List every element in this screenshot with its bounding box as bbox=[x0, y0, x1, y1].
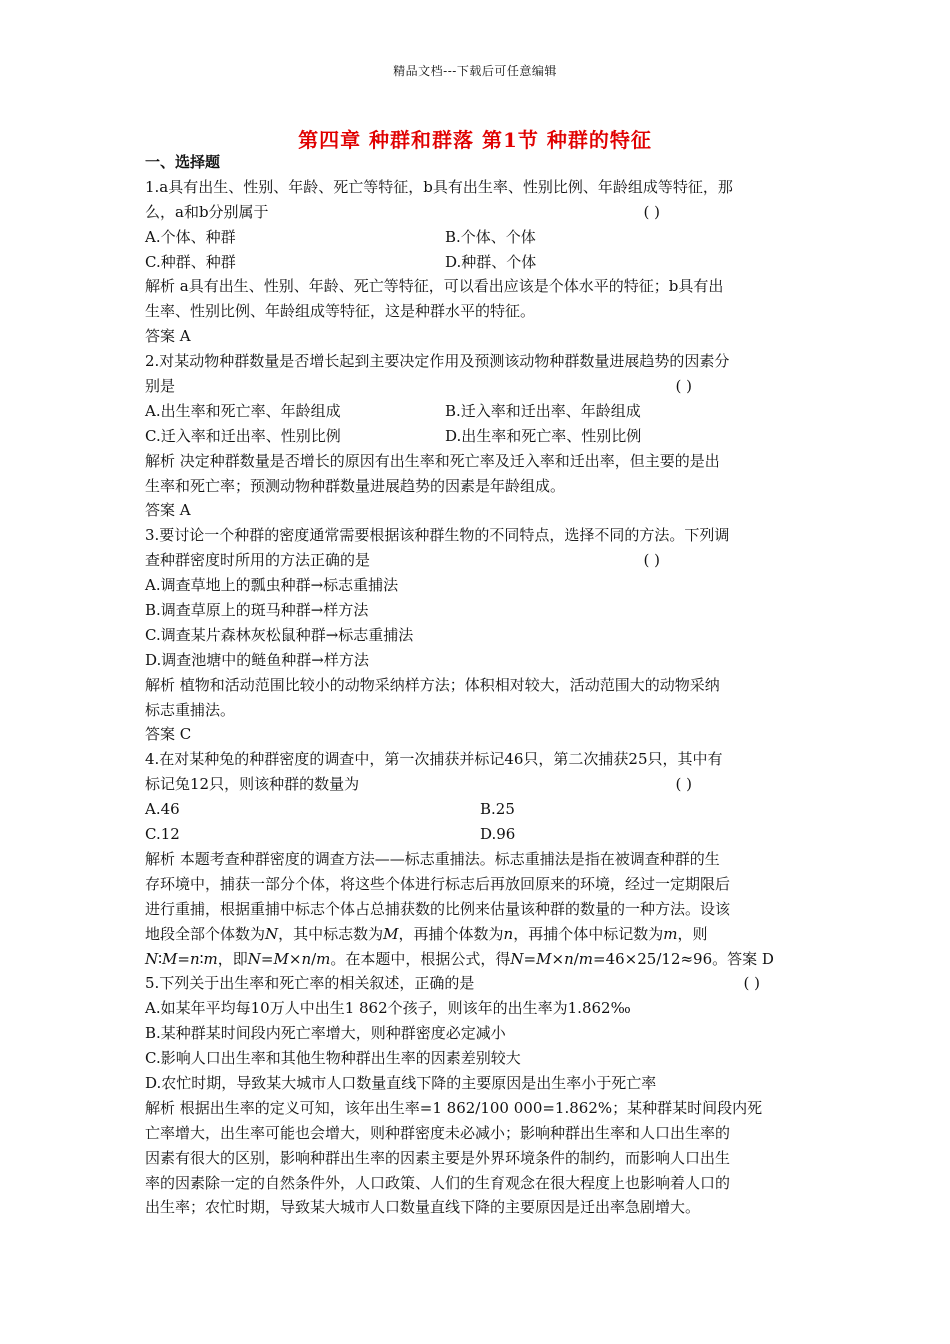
q5-explanation-2: 亡率增大，出生率可能也会增大，则种群密度未必减小；影响种群出生率和人口出生率的 bbox=[145, 1123, 731, 1142]
text-run: 地段全部个体数为 bbox=[145, 924, 266, 943]
text-run: ，则 bbox=[677, 924, 708, 943]
q5-explanation-4: 率的因素除一定的自然条件外，人口政策、人们的生育观念在很大程度上也影响着人口的 bbox=[145, 1173, 731, 1192]
q1-options-ab bbox=[145, 225, 810, 250]
q5-line1 bbox=[145, 971, 810, 996]
q5-option-b: B.某种群某时间段内死亡率增大，则种群密度必定减小 bbox=[145, 1024, 506, 1043]
var-M: M bbox=[273, 949, 289, 968]
q5-option-c: C.影响人口出生率和其他生物种群出生率的因素差别较大 bbox=[145, 1049, 521, 1068]
text-run: = bbox=[260, 949, 274, 968]
q2-option-c: C.迁入率和迁出率、性别比例 bbox=[145, 426, 341, 445]
q1-explanation-2: 生率、性别比例、年龄组成等特征，这是种群水平的特征。 bbox=[145, 302, 536, 321]
var-n: n bbox=[503, 924, 514, 943]
q1-option-b: B.个体、个体 bbox=[445, 227, 536, 246]
q3-line1: 3.要讨论一个种群的密度通常需要根据该种群生物的不同特点，选择不同的方法。下列调 bbox=[145, 526, 730, 545]
q4-option-b: B.25 bbox=[480, 800, 515, 819]
text-run: × bbox=[551, 949, 565, 968]
text-run: ，即 bbox=[217, 949, 248, 968]
q2-options-ab bbox=[145, 399, 810, 424]
q4-option-a: A.46 bbox=[145, 800, 180, 819]
q4-line1: 4.在对某种兔的种群密度的调查中，第一次捕获并标记46只，第二次捕获25只，其中有 bbox=[145, 750, 723, 769]
q4-explanation-5 bbox=[145, 947, 810, 972]
q2-option-d: D.出生率和死亡率、性别比例 bbox=[445, 426, 642, 445]
var-m: m bbox=[203, 949, 218, 968]
q3-answer: 答案 C bbox=[145, 725, 192, 744]
q3-option-a: A.调查草地上的瓢虫种群→标志重捕法 bbox=[145, 576, 399, 595]
q3-explanation-2: 标志重捕法。 bbox=[145, 700, 236, 719]
q1-option-c: C.种群、种群 bbox=[145, 252, 236, 271]
q4-option-c: C.12 bbox=[145, 825, 180, 844]
q4-explanation-4 bbox=[145, 922, 810, 947]
page-title: 第四章 种群和群落 第1节 种群的特征 bbox=[298, 128, 652, 152]
q5-explanation-5: 出生率；农忙时期，导致某大城市人口数量直线下降的主要原因是迁出率急剧增大。 bbox=[145, 1198, 701, 1217]
text-run: / bbox=[311, 949, 317, 968]
q1-line1: 1.a具有出生、性别、年龄、死亡等特征，b具有出生率、性别比例、年龄组成等特征，那 bbox=[145, 177, 733, 196]
q2-answer: 答案 A bbox=[145, 501, 191, 520]
text-run: × bbox=[288, 949, 302, 968]
q4-stem-end: 标记兔12只，则该种群的数量为 bbox=[145, 775, 360, 794]
var-n: n bbox=[301, 949, 312, 968]
q4-options-ab bbox=[145, 797, 810, 822]
q2-line2 bbox=[145, 374, 810, 399]
q1-answer: 答案 A bbox=[145, 327, 191, 346]
text-run: = bbox=[523, 949, 537, 968]
text-run: =46×25/12≈96。答案 D bbox=[593, 949, 774, 968]
q2-stem-end: 别是 bbox=[145, 377, 176, 396]
var-m: m bbox=[578, 949, 594, 968]
q4-line2 bbox=[145, 772, 810, 797]
var-N: N bbox=[145, 949, 159, 968]
q5-explanation-3: 因素有很大的区别，影响种群出生率的因素主要是外界环境条件的制约，而影响人口出生 bbox=[145, 1148, 731, 1167]
var-N: N bbox=[265, 924, 279, 943]
q3-explanation-1: 解析 植物和活动范围比较小的动物采纳样方法；体积相对较大，活动范围大的动物采纳 bbox=[145, 675, 720, 694]
q5-option-d: D.农忙时期，导致某大城市人口数量直线下降的主要原因是出生率小于死亡率 bbox=[145, 1073, 657, 1092]
q3-stem-end: 查种群密度时所用的方法正确的是 bbox=[145, 551, 371, 570]
q1-option-a: A.个体、种群 bbox=[145, 227, 236, 246]
text-run: ∶ bbox=[199, 949, 204, 968]
var-M: M bbox=[383, 924, 399, 943]
q3-option-d: D.调查池塘中的鲢鱼种群→样方法 bbox=[145, 650, 369, 669]
q4-explanation-3: 进行重捕，根据重捕中标志个体占总捕获数的比例来估量该种群的数量的一种方法。设该 bbox=[145, 899, 731, 918]
q5-option-a: A.如某年平均每10万人中出生1 862个孩子，则该年的出生率为1.862‰ bbox=[145, 999, 631, 1018]
text-run: ∶ bbox=[158, 949, 163, 968]
q2-explanation-2: 生率和死亡率；预测动物种群数量进展趋势的因素是年龄组成。 bbox=[145, 476, 566, 495]
q1-option-d: D.种群、个体 bbox=[445, 252, 537, 271]
var-m: m bbox=[316, 949, 331, 968]
q3-option-b: B.调查草原上的斑马种群→样方法 bbox=[145, 601, 369, 620]
q3-line2 bbox=[145, 548, 810, 573]
page-header: 精品文档---下载后可任意编辑 bbox=[393, 64, 557, 78]
q4-answer-blank: ( ) bbox=[675, 775, 692, 794]
text-run: / bbox=[573, 949, 579, 968]
q3-option-c: C.调查某片森林灰松鼠种群→标志重捕法 bbox=[145, 625, 414, 644]
q5-answer-blank: ( ) bbox=[743, 974, 760, 993]
q5-stem: 5.下列关于出生率和死亡率的相关叙述，正确的是 bbox=[145, 974, 475, 993]
q1-explanation-1: 解析 a具有出生、性别、年龄、死亡等特征，可以看出应该是个体水平的特征；b具有出 bbox=[145, 277, 724, 296]
q2-answer-blank: ( ) bbox=[675, 377, 692, 396]
text-run: 。在本题中，根据公式，得 bbox=[330, 949, 511, 968]
q2-line1: 2.对某动物种群数量是否增长起到主要决定作用及预测该动物种群数量进展趋势的因素分 bbox=[145, 352, 730, 371]
q2-option-a: A.出生率和死亡率、年龄组成 bbox=[145, 401, 341, 420]
var-N: N bbox=[510, 949, 524, 968]
q1-line2 bbox=[145, 200, 810, 225]
var-M: M bbox=[162, 949, 178, 968]
section-heading: 一、选择题 bbox=[145, 153, 221, 171]
text-run: = bbox=[177, 949, 190, 968]
q2-explanation-1: 解析 决定种群数量是否增长的原因有出生率和死亡率及迁入率和迁出率，但主要的是出 bbox=[145, 451, 720, 470]
var-n: n bbox=[189, 949, 200, 968]
text-run: ，其中标志数为 bbox=[278, 924, 384, 943]
q2-option-b: B.迁入率和迁出率、年龄组成 bbox=[445, 401, 641, 420]
text-run: ，再捕个体中标记数为 bbox=[513, 924, 664, 943]
q3-answer-blank: ( ) bbox=[643, 551, 660, 570]
q4-options-cd bbox=[145, 822, 810, 847]
q1-answer-blank: ( ) bbox=[643, 202, 660, 221]
text-run: ，再捕个体数为 bbox=[398, 924, 504, 943]
q2-options-cd bbox=[145, 424, 810, 449]
q1-options-cd bbox=[145, 250, 810, 275]
q4-option-d: D.96 bbox=[480, 825, 516, 844]
document-body bbox=[145, 150, 810, 1220]
var-M: M bbox=[536, 949, 552, 968]
var-n: n bbox=[564, 949, 574, 968]
q1-stem-end: 么，a和b分别属于 bbox=[145, 202, 269, 221]
q5-explanation-1: 解析 根据出生率的定义可知，该年出生率=1 862/100 000=1.862%；某种群某时间段内死 bbox=[145, 1098, 763, 1117]
var-m: m bbox=[663, 924, 678, 943]
var-N: N bbox=[247, 949, 261, 968]
q4-explanation-1: 解析 本题考查种群密度的调查方法——标志重捕法。标志重捕法是指在被调查种群的生 bbox=[145, 849, 720, 868]
q4-explanation-2: 存环境中，捕获一部分个体，将这些个体进行标志后再放回原来的环境，经过一定期限后 bbox=[145, 874, 731, 893]
